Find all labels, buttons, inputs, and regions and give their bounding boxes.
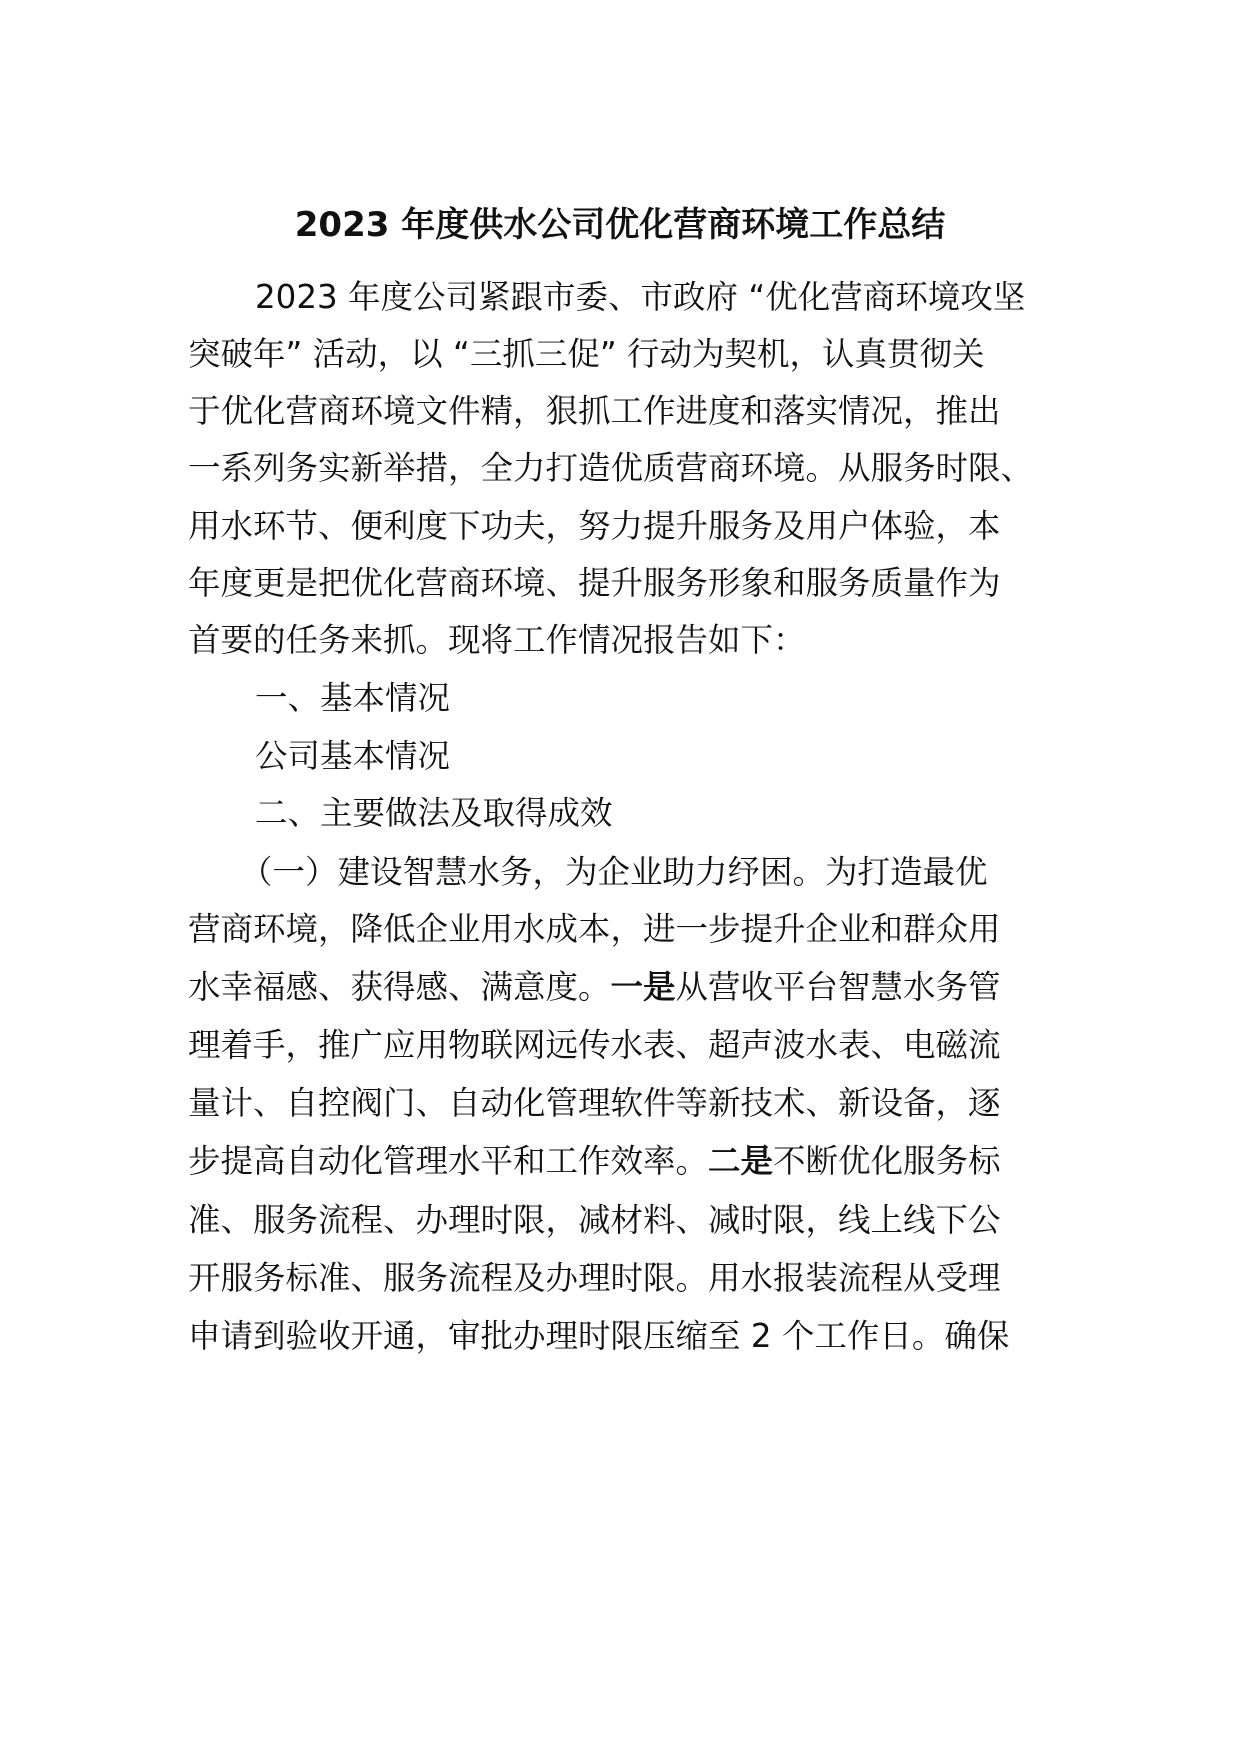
paragraph-line: 准、服务流程、办理时限，减材料、减时限，线上线下公 bbox=[188, 1201, 1001, 1239]
section-heading: 二、主要做法及取得成效 bbox=[255, 794, 613, 832]
section-heading: 一、基本情况 bbox=[255, 679, 451, 717]
paragraph-line bbox=[188, 1141, 1001, 1181]
line-text: 水幸福感、获得感、满意度。 bbox=[188, 968, 611, 1006]
line-text: 不断优化服务标 bbox=[773, 1142, 1001, 1180]
paragraph-line: 营商环境，降低企业用水成本，进一步提升企业和群众用 bbox=[188, 910, 1001, 948]
paragraph-line: 于优化营商环境文件精，狠抓工作进度和落实情况，推出 bbox=[188, 392, 1001, 430]
line-text: 从营收平台智慧水务管 bbox=[675, 968, 1001, 1006]
paragraph-line bbox=[188, 967, 1001, 1007]
paragraph-line: 2023 年度公司紧跟市委、市政府 “优化营商环境攻坚 bbox=[255, 278, 1026, 316]
paragraph-line: 量计、自控阀门、自动化管理软件等新技术、新设备，逐 bbox=[188, 1084, 1001, 1122]
emphasis-second: 二是 bbox=[708, 1142, 774, 1180]
paragraph-line: 首要的任务来抓。现将工作情况报告如下： bbox=[188, 621, 806, 659]
paragraph-line: 开服务标准、服务流程及办理时限。用水报装流程从受理 bbox=[188, 1259, 1001, 1297]
paragraph-line: （一）建设智慧水务，为企业助力纾困。为打造最优 bbox=[240, 853, 988, 891]
document-title: 2023 年度供水公司优化营商环境工作总结 bbox=[294, 205, 946, 245]
paragraph-line: 申请到验收开通，审批办理时限压缩至 2 个工作日。确保 bbox=[188, 1317, 1010, 1355]
paragraph-line: 用水环节、便利度下功夫，努力提升服务及用户体验，本 bbox=[188, 507, 1001, 545]
emphasis-first: 一是 bbox=[610, 968, 676, 1006]
section-subheading: 公司基本情况 bbox=[255, 737, 451, 775]
paragraph-line: 理着手，推广应用物联网远传水表、超声波水表、电磁流 bbox=[188, 1026, 1001, 1064]
paragraph-line: 一系列务实新举措，全力打造优质营商环境。从服务时限、 bbox=[188, 449, 1034, 487]
line-text: 步提高自动化管理水平和工作效率。 bbox=[188, 1142, 709, 1180]
paragraph-line: 年度更是把优化营商环境、提升服务形象和服务质量作为 bbox=[188, 564, 1001, 602]
paragraph-line: 突破年” 活动，以 “三抓三促” 行动为契机，认真贯彻关 bbox=[188, 335, 985, 373]
